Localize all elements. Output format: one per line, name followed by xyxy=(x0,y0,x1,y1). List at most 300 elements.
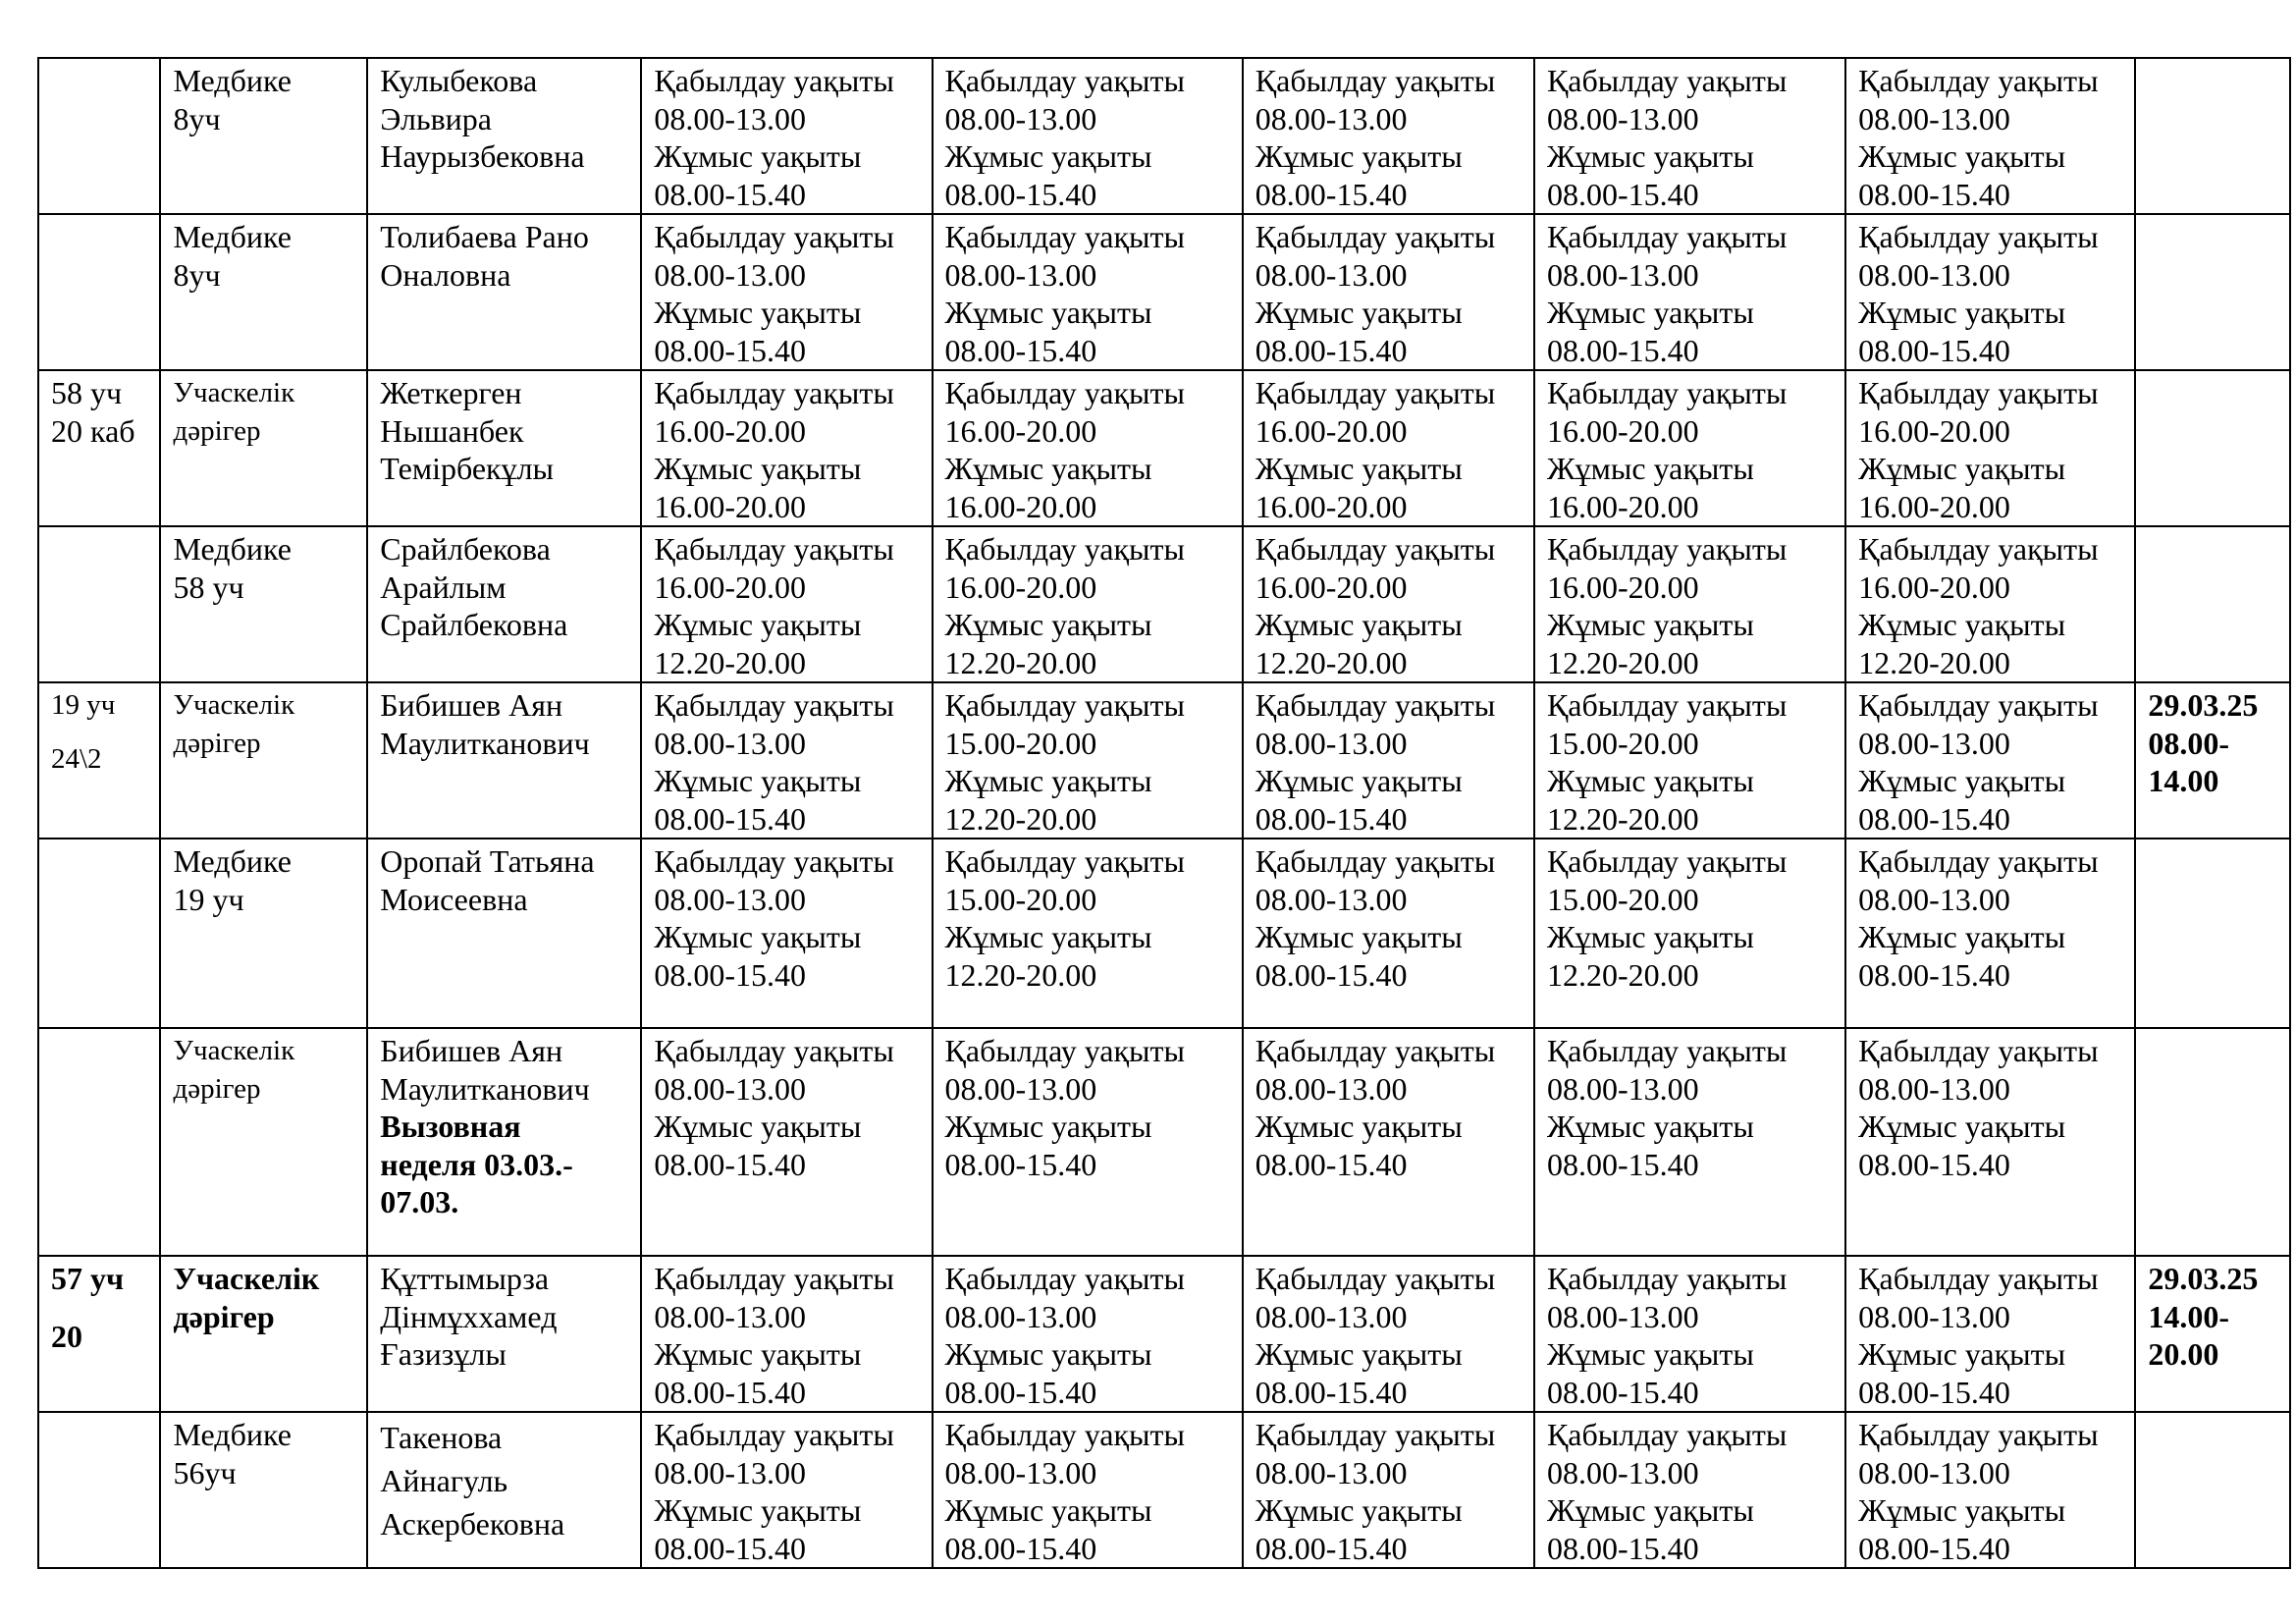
schedule-line: Жұмыс уақыты xyxy=(1255,763,1463,798)
weekday-cell xyxy=(641,214,932,370)
schedule-line: Жұмыс уақыты xyxy=(1858,607,2066,642)
weekday-cell xyxy=(933,682,1243,839)
schedule-line: 08.00-15.40 xyxy=(654,956,807,993)
role-line: дәрігер xyxy=(173,727,261,759)
name-line: Наурызбековна xyxy=(380,138,585,174)
name-line: Кулыбекова xyxy=(380,63,538,98)
schedule-line: Жұмыс уақыты xyxy=(944,1492,1152,1528)
schedule-line: Жұмыс уақыты xyxy=(1546,763,1754,798)
name-line: Нышанбек xyxy=(380,412,524,449)
schedule-line: 08.00-13.00 xyxy=(1858,256,2010,293)
role-line: Учаскелік xyxy=(173,1035,295,1066)
weekday-cell xyxy=(1845,1028,2135,1256)
schedule-line: 08.00-13.00 xyxy=(1858,1454,2010,1490)
schedule-line: Жұмыс уақыты xyxy=(1858,451,2066,486)
name-cell xyxy=(367,1028,641,1256)
site-cell xyxy=(38,1412,160,1568)
weekday-cell xyxy=(1243,1256,1534,1412)
schedule-line: 08.00-13.00 xyxy=(944,1298,1097,1334)
schedule-line: 08.00-15.40 xyxy=(1546,1530,1699,1566)
saturday-cell xyxy=(2135,214,2290,370)
schedule-line: Жұмыс уақыты xyxy=(654,1336,862,1372)
schedule-line: 08.00-13.00 xyxy=(1858,1070,2010,1107)
weekday-cell xyxy=(1845,214,2135,370)
schedule-line: 12.20-20.00 xyxy=(654,644,807,680)
schedule-line: 15.00-20.00 xyxy=(1546,725,1699,761)
schedule-line: Қабылдау уақыты xyxy=(944,219,1186,254)
schedule-line: Қабылдау уақыты xyxy=(654,375,894,410)
schedule-line: 08.00-15.40 xyxy=(1546,176,1699,212)
schedule-line: 08.00-13.00 xyxy=(654,725,807,761)
schedule-line: 08.00-15.40 xyxy=(654,176,807,212)
schedule-line: 08.00-13.00 xyxy=(1546,1298,1699,1334)
name-line: Моисеевна xyxy=(380,881,528,917)
weekday-cell xyxy=(1534,214,1845,370)
schedule-line: Жұмыс уақыты xyxy=(654,919,862,954)
schedule-line: 08.00-15.40 xyxy=(1255,1530,1408,1566)
schedule-line: 16.00-20.00 xyxy=(944,568,1097,605)
schedule-line: 08.00-15.40 xyxy=(1546,1374,1699,1410)
site-cell xyxy=(38,526,160,682)
schedule-line: Қабылдау уақыты xyxy=(1255,375,1496,410)
schedule-line: Қабылдау уақыты xyxy=(1255,531,1496,567)
name-line: Срайлбековна xyxy=(380,607,568,642)
schedule-line: Қабылдау уақыты xyxy=(1858,843,2099,879)
saturday-line: 08.00- xyxy=(2148,725,2229,761)
weekday-cell xyxy=(933,526,1243,682)
role-line: 56уч xyxy=(173,1454,237,1490)
schedule-line: Жұмыс уақыты xyxy=(1255,451,1463,486)
schedule-line: 08.00-13.00 xyxy=(654,1454,807,1490)
name-line: Эльвира xyxy=(380,100,492,136)
schedule-line: 08.00-13.00 xyxy=(944,1070,1097,1107)
weekday-cell xyxy=(1243,58,1534,214)
schedule-line: 08.00-15.40 xyxy=(1255,800,1408,837)
table-row xyxy=(38,58,2290,214)
schedule-line: Қабылдау уақыты xyxy=(1255,219,1496,254)
role-line: 19 уч xyxy=(173,881,244,917)
schedule-line: 08.00-13.00 xyxy=(944,100,1097,136)
site-line: 20 каб xyxy=(51,412,135,449)
weekday-cell xyxy=(1243,682,1534,839)
schedule-table xyxy=(37,57,2291,1569)
schedule-line: Жұмыс уақыты xyxy=(1255,295,1463,330)
schedule-line: 08.00-15.40 xyxy=(944,176,1097,212)
schedule-line: 08.00-13.00 xyxy=(1255,100,1408,136)
schedule-line: 12.20-20.00 xyxy=(1546,800,1699,837)
schedule-line: 08.00-13.00 xyxy=(944,1454,1097,1490)
weekday-cell xyxy=(1845,1412,2135,1568)
role-line: Медбике xyxy=(173,843,292,879)
weekday-cell xyxy=(1243,370,1534,526)
schedule-line: Жұмыс уақыты xyxy=(1546,919,1754,954)
schedule-line: 08.00-15.40 xyxy=(1858,1146,2010,1182)
weekday-cell xyxy=(1845,839,2135,1028)
schedule-line: 08.00-13.00 xyxy=(1858,100,2010,136)
table-row xyxy=(38,1028,2290,1256)
schedule-line: Қабылдау уақыты xyxy=(1546,1033,1788,1068)
schedule-line: Жұмыс уақыты xyxy=(1858,763,2066,798)
schedule-line: Қабылдау уақыты xyxy=(654,219,894,254)
schedule-line: 12.20-20.00 xyxy=(1546,956,1699,993)
schedule-line: 12.20-20.00 xyxy=(1546,644,1699,680)
schedule-line: Қабылдау уақыты xyxy=(1858,687,2099,723)
schedule-line: Қабылдау уақыты xyxy=(1546,1261,1788,1296)
schedule-line: Жұмыс уақыты xyxy=(654,1492,862,1528)
role-cell xyxy=(160,1028,367,1256)
schedule-line: 08.00-13.00 xyxy=(654,100,807,136)
schedule-line: 08.00-13.00 xyxy=(1255,256,1408,293)
schedule-line: 16.00-20.00 xyxy=(1858,488,2010,524)
schedule-line: Жұмыс уақыты xyxy=(944,763,1152,798)
schedule-line: Қабылдау уақыты xyxy=(1255,1033,1496,1068)
schedule-line: Қабылдау уақыты xyxy=(1858,63,2099,98)
schedule-line: Жұмыс уақыты xyxy=(944,295,1152,330)
weekday-cell xyxy=(641,682,932,839)
schedule-line: 16.00-20.00 xyxy=(1546,412,1699,449)
role-cell xyxy=(160,1412,367,1568)
role-line: 8уч xyxy=(173,100,221,136)
role-line: Учаскелік xyxy=(173,1261,320,1296)
schedule-line: Жұмыс уақыты xyxy=(1546,138,1754,174)
role-cell xyxy=(160,370,367,526)
weekday-cell xyxy=(1845,1256,2135,1412)
schedule-line: Жұмыс уақыты xyxy=(944,451,1152,486)
schedule-line: Қабылдау уақыты xyxy=(1858,1033,2099,1068)
schedule-line: Жұмыс уақыты xyxy=(1858,1336,2066,1372)
schedule-line: 08.00-15.40 xyxy=(1255,332,1408,368)
schedule-line: 16.00-20.00 xyxy=(1255,488,1408,524)
schedule-line: Жұмыс уақыты xyxy=(944,1109,1152,1144)
schedule-line: Қабылдау уақыты xyxy=(654,531,894,567)
name-cell xyxy=(367,214,641,370)
schedule-line: Жұмыс уақыты xyxy=(1255,607,1463,642)
schedule-line: 08.00-13.00 xyxy=(654,256,807,293)
schedule-body xyxy=(38,58,2290,1568)
role-line: дәрігер xyxy=(173,1072,261,1105)
saturday-cell xyxy=(2135,839,2290,1028)
schedule-line: Қабылдау уақыты xyxy=(1546,531,1788,567)
schedule-line: 08.00-15.40 xyxy=(1255,956,1408,993)
schedule-line: Қабылдау уақыты xyxy=(1858,375,2099,410)
weekday-cell xyxy=(1534,682,1845,839)
role-line: 8уч xyxy=(173,256,221,293)
schedule-line: Жұмыс уақыты xyxy=(1255,919,1463,954)
schedule-line: 08.00-15.40 xyxy=(944,332,1097,368)
name-line: Оропай Татьяна xyxy=(380,843,595,879)
schedule-line: 16.00-20.00 xyxy=(1255,412,1408,449)
schedule-line: 16.00-20.00 xyxy=(654,412,807,449)
name-cell xyxy=(367,1412,641,1568)
weekday-cell xyxy=(641,1028,932,1256)
name-line: Маулитканович xyxy=(380,1070,590,1107)
schedule-line: 08.00-13.00 xyxy=(1858,1298,2010,1334)
schedule-line: Жұмыс уақыты xyxy=(1546,1109,1754,1144)
schedule-line: 16.00-20.00 xyxy=(1546,488,1699,524)
weekday-cell xyxy=(1845,58,2135,214)
saturday-cell xyxy=(2135,682,2290,839)
schedule-line: 08.00-15.40 xyxy=(1255,1374,1408,1410)
role-line: Медбике xyxy=(173,63,292,98)
schedule-line: 12.20-20.00 xyxy=(944,644,1097,680)
line-gap xyxy=(51,1298,147,1318)
schedule-line: Қабылдау уақыты xyxy=(1255,1417,1496,1452)
schedule-line: Жұмыс уақыты xyxy=(1255,1336,1463,1372)
schedule-line: Жұмыс уақыты xyxy=(1546,1336,1754,1372)
name-line: Дінмұххамед xyxy=(380,1298,558,1334)
schedule-line: Жұмыс уақыты xyxy=(654,763,862,798)
schedule-line: Қабылдау уақыты xyxy=(654,1417,894,1452)
schedule-line: 08.00-15.40 xyxy=(654,1374,807,1410)
schedule-line: 08.00-15.40 xyxy=(654,800,807,837)
schedule-line: Жұмыс уақыты xyxy=(1546,451,1754,486)
name-line: Ғазизұлы xyxy=(380,1336,507,1372)
table-row xyxy=(38,682,2290,839)
schedule-line: Қабылдау уақыты xyxy=(1858,1417,2099,1452)
schedule-line: Қабылдау уақыты xyxy=(944,63,1186,98)
weekday-cell xyxy=(1534,1412,1845,1568)
schedule-line: Қабылдау уақыты xyxy=(1858,531,2099,567)
name-cell xyxy=(367,58,641,214)
saturday-line: 20.00 xyxy=(2148,1336,2219,1372)
weekday-cell xyxy=(1534,1256,1845,1412)
schedule-line: 08.00-15.40 xyxy=(1858,1374,2010,1410)
weekday-cell xyxy=(1845,682,2135,839)
schedule-line: 15.00-20.00 xyxy=(944,725,1097,761)
role-line: Медбике xyxy=(173,1417,292,1452)
schedule-line: 08.00-15.40 xyxy=(654,1530,807,1566)
schedule-line: Қабылдау уақыты xyxy=(1255,687,1496,723)
schedule-line: Жұмыс уақыты xyxy=(1546,295,1754,330)
weekday-cell xyxy=(641,1256,932,1412)
weekday-cell xyxy=(641,526,932,682)
schedule-line: Жұмыс уақыты xyxy=(1255,1109,1463,1144)
weekday-cell xyxy=(1243,214,1534,370)
saturday-cell xyxy=(2135,1412,2290,1568)
schedule-line: Жұмыс уақыты xyxy=(944,1336,1152,1372)
name-line: Жеткерген xyxy=(380,375,522,410)
site-cell xyxy=(38,1028,160,1256)
site-line: 20 xyxy=(51,1318,82,1354)
saturday-cell xyxy=(2135,1256,2290,1412)
weekday-cell xyxy=(1243,839,1534,1028)
weekday-cell xyxy=(933,58,1243,214)
site-cell xyxy=(38,58,160,214)
schedule-line: 12.20-20.00 xyxy=(944,800,1097,837)
weekday-cell xyxy=(1534,370,1845,526)
schedule-line: Жұмыс уақыты xyxy=(1255,138,1463,174)
schedule-line: 12.20-20.00 xyxy=(1255,644,1408,680)
schedule-line: Қабылдау уақыты xyxy=(1255,843,1496,879)
schedule-line: Жұмыс уақыты xyxy=(1858,1492,2066,1528)
name-line: Темірбекұлы xyxy=(380,451,555,486)
schedule-line: 08.00-13.00 xyxy=(654,881,807,917)
name-line: Аскербековна xyxy=(380,1506,565,1542)
schedule-line: 08.00-15.40 xyxy=(1858,800,2010,837)
schedule-line: Қабылдау уақыты xyxy=(1546,1417,1788,1452)
name-line: Срайлбекова xyxy=(380,531,551,567)
weekday-cell xyxy=(641,1412,932,1568)
role-line: Медбике xyxy=(173,531,292,567)
schedule-line: 12.20-20.00 xyxy=(944,956,1097,993)
name-cell xyxy=(367,682,641,839)
weekday-cell xyxy=(1845,526,2135,682)
name-cell xyxy=(367,526,641,682)
schedule-line: 08.00-13.00 xyxy=(1546,1070,1699,1107)
role-cell xyxy=(160,214,367,370)
weekday-cell xyxy=(933,214,1243,370)
weekday-cell xyxy=(1845,370,2135,526)
schedule-line: Жұмыс уақыты xyxy=(654,138,862,174)
site-line: 57 уч xyxy=(51,1261,125,1296)
role-cell xyxy=(160,1256,367,1412)
name-line: Оналовна xyxy=(380,256,511,293)
schedule-line: Жұмыс уақыты xyxy=(654,1109,862,1144)
role-line: 58 уч xyxy=(173,568,244,605)
schedule-line: 12.20-20.00 xyxy=(1858,644,2010,680)
saturday-line: 29.03.25 xyxy=(2148,687,2259,723)
schedule-line: 08.00-15.40 xyxy=(1546,332,1699,368)
schedule-line: Қабылдау уақыты xyxy=(654,1033,894,1068)
saturday-cell xyxy=(2135,1028,2290,1256)
saturday-cell xyxy=(2135,526,2290,682)
call-week-note: неделя 03.03.- xyxy=(380,1146,573,1182)
schedule-line: 16.00-20.00 xyxy=(944,488,1097,524)
name-cell xyxy=(367,1256,641,1412)
schedule-line: 08.00-13.00 xyxy=(1858,881,2010,917)
site-cell xyxy=(38,1256,160,1412)
schedule-line: Қабылдау уақыты xyxy=(654,1261,894,1296)
site-cell xyxy=(38,370,160,526)
schedule-line: 08.00-13.00 xyxy=(1858,725,2010,761)
weekday-cell xyxy=(1534,839,1845,1028)
site-line: 58 уч xyxy=(51,375,123,410)
name-cell xyxy=(367,370,641,526)
schedule-line: Жұмыс уақыты xyxy=(1546,607,1754,642)
schedule-line: 08.00-13.00 xyxy=(1255,1070,1408,1107)
schedule-line: Қабылдау уақыты xyxy=(1255,1261,1496,1296)
schedule-line: 16.00-20.00 xyxy=(654,568,807,605)
schedule-line: Қабылдау уақыты xyxy=(1858,1261,2099,1296)
site-line: 24\2 xyxy=(51,742,102,775)
site-line: 19 уч xyxy=(51,689,116,721)
schedule-line: Қабылдау уақыты xyxy=(944,1261,1186,1296)
schedule-line: Қабылдау уақыты xyxy=(944,687,1186,723)
call-week-note: 07.03. xyxy=(380,1184,459,1219)
schedule-line: 08.00-13.00 xyxy=(1255,725,1408,761)
table-row xyxy=(38,370,2290,526)
name-line: Бибишев Аян xyxy=(380,1033,563,1068)
schedule-line: 15.00-20.00 xyxy=(944,881,1097,917)
schedule-line: 08.00-15.40 xyxy=(1858,956,2010,993)
schedule-line: 08.00-15.40 xyxy=(1546,1146,1699,1182)
call-week-note: Вызовная xyxy=(380,1109,521,1144)
saturday-cell xyxy=(2135,58,2290,214)
name-line: Арайлым xyxy=(380,568,507,605)
schedule-line: 08.00-13.00 xyxy=(1255,1298,1408,1334)
schedule-line: Жұмыс уақыты xyxy=(1858,919,2066,954)
schedule-line: 16.00-20.00 xyxy=(1255,568,1408,605)
schedule-line: Қабылдау уақыты xyxy=(1546,375,1788,410)
weekday-cell xyxy=(1243,526,1534,682)
schedule-line: 16.00-20.00 xyxy=(1858,412,2010,449)
weekday-cell xyxy=(1534,526,1845,682)
name-line: Такенова xyxy=(380,1420,503,1455)
saturday-line: 14.00 xyxy=(2148,763,2219,798)
schedule-line: 08.00-15.40 xyxy=(654,1146,807,1182)
schedule-line: Жұмыс уақыты xyxy=(654,295,862,330)
schedule-line: Қабылдау уақыты xyxy=(944,1417,1186,1452)
table-row xyxy=(38,839,2290,1028)
schedule-line: 08.00-13.00 xyxy=(1546,256,1699,293)
weekday-cell xyxy=(933,1256,1243,1412)
schedule-line: Қабылдау уақыты xyxy=(944,375,1186,410)
schedule-line: Қабылдау уақыты xyxy=(1858,219,2099,254)
saturday-line: 29.03.25 xyxy=(2148,1261,2259,1296)
table-row xyxy=(38,1256,2290,1412)
role-line: Учаскелік xyxy=(173,377,295,408)
weekday-cell xyxy=(1243,1412,1534,1568)
schedule-line: Қабылдау уақыты xyxy=(654,843,894,879)
schedule-line: Қабылдау уақыты xyxy=(944,531,1186,567)
weekday-cell xyxy=(1243,1028,1534,1256)
schedule-line: Жұмыс уақыты xyxy=(944,919,1152,954)
schedule-line: 08.00-15.40 xyxy=(1858,1530,2010,1566)
schedule-line: 15.00-20.00 xyxy=(1546,881,1699,917)
schedule-line: Қабылдау уақыты xyxy=(1546,843,1788,879)
schedule-line: 08.00-15.40 xyxy=(944,1374,1097,1410)
name-line: Айнагуль xyxy=(380,1463,508,1498)
schedule-line: 08.00-15.40 xyxy=(1255,176,1408,212)
name-line: Құттымырза xyxy=(380,1261,550,1296)
schedule-line: 08.00-13.00 xyxy=(654,1298,807,1334)
schedule-line: Қабылдау уақыты xyxy=(654,63,894,98)
schedule-line: Жұмыс уақыты xyxy=(654,607,862,642)
schedule-line: Қабылдау уақыты xyxy=(944,1033,1186,1068)
name-line: Толибаева Рано xyxy=(380,219,589,254)
schedule-line: Жұмыс уақыты xyxy=(1858,295,2066,330)
name-line: Маулитканович xyxy=(380,725,590,761)
schedule-line: Қабылдау уақыты xyxy=(1546,687,1788,723)
weekday-cell xyxy=(1534,1028,1845,1256)
weekday-cell xyxy=(641,839,932,1028)
schedule-line: 08.00-13.00 xyxy=(1546,100,1699,136)
schedule-line: Қабылдау уақыты xyxy=(654,687,894,723)
site-cell xyxy=(38,214,160,370)
schedule-line: 08.00-13.00 xyxy=(944,256,1097,293)
role-line: Учаскелік xyxy=(173,689,295,721)
schedule-line: 08.00-13.00 xyxy=(1255,881,1408,917)
schedule-line: 08.00-13.00 xyxy=(654,1070,807,1107)
role-cell xyxy=(160,839,367,1028)
schedule-line: Қабылдау уақыты xyxy=(1255,63,1496,98)
saturday-cell xyxy=(2135,370,2290,526)
table-row xyxy=(38,1412,2290,1568)
site-cell xyxy=(38,839,160,1028)
weekday-cell xyxy=(933,1412,1243,1568)
name-cell xyxy=(367,839,641,1028)
weekday-cell xyxy=(933,839,1243,1028)
schedule-line: 08.00-13.00 xyxy=(1255,1454,1408,1490)
role-cell xyxy=(160,682,367,839)
schedule-line: Жұмыс уақыты xyxy=(1255,1492,1463,1528)
schedule-line: Жұмыс уақыты xyxy=(1858,1109,2066,1144)
schedule-line: 08.00-15.40 xyxy=(944,1530,1097,1566)
schedule-line: 08.00-15.40 xyxy=(1858,176,2010,212)
table-row xyxy=(38,214,2290,370)
schedule-line: 16.00-20.00 xyxy=(1546,568,1699,605)
schedule-line: 08.00-15.40 xyxy=(944,1146,1097,1182)
